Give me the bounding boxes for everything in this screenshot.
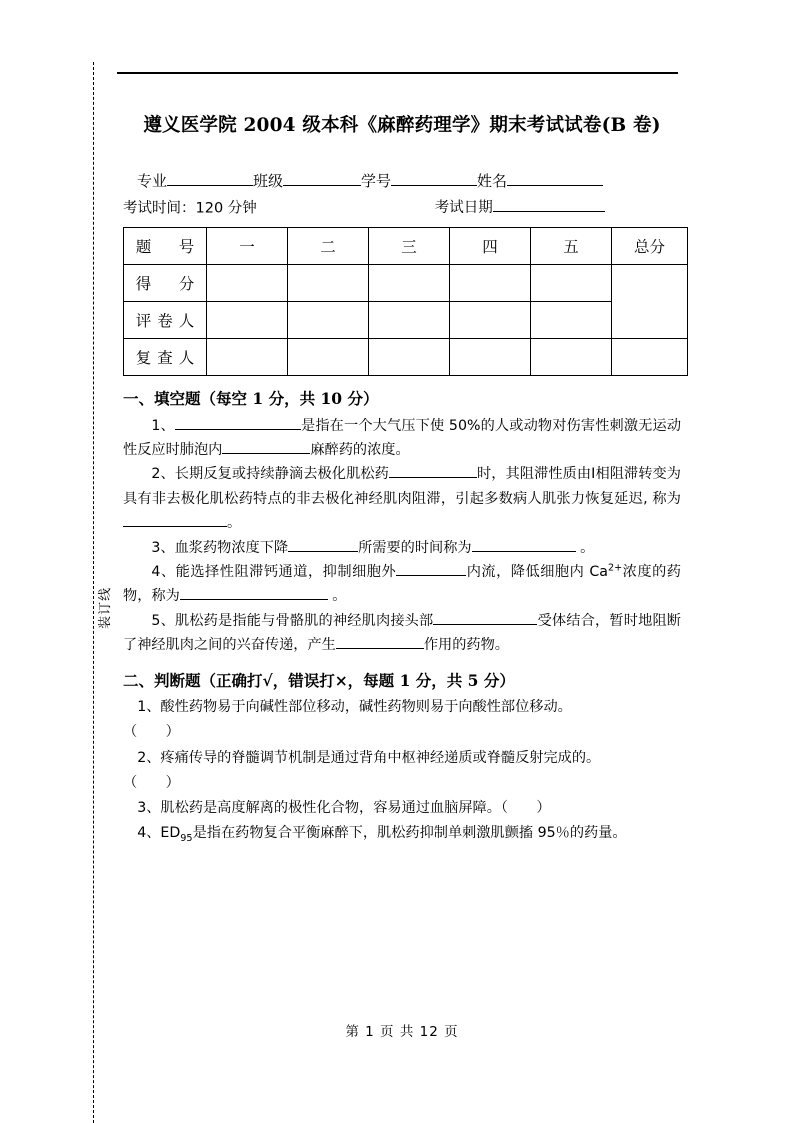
answer-blank[interactable] [180,585,328,600]
score-cell[interactable] [450,265,531,302]
grader-cell[interactable] [531,302,612,339]
reviewer-total-cell[interactable] [612,339,688,376]
total-score-cell[interactable] [612,265,688,339]
answer-blank[interactable] [472,536,576,551]
exam-meta-line [123,197,681,221]
score-col-4: 四 [450,228,531,265]
row-label-grader: 评卷人 [124,302,207,339]
fill-question-4 [123,560,681,609]
student-info-line [123,170,681,193]
section-heading-true-false: 二、判断题（正确打√，错误打×，每题 1 分，共 5 分） [123,670,515,690]
row-label-score: 得 分 [124,265,207,302]
reviewer-cell[interactable] [369,339,450,376]
fill-question-3 [123,536,681,560]
answer-blank[interactable] [222,439,310,454]
major-input[interactable] [167,170,253,186]
question-text: 。 [227,515,242,532]
page-title: 遵义医学院 2004 级本科《麻醉药理学》期末考试试卷(B 卷) [143,115,661,136]
subscript-95: 95 [180,833,193,845]
score-cell[interactable] [531,265,612,302]
binding-line-label: 装订线 [96,564,116,652]
question-text: 作用的药物。 [423,637,509,654]
tf-answer-paren-1[interactable]: （ ） [123,724,180,741]
page-footer: 第 1 页 共 12 页 [345,1024,459,1040]
reviewer-cell[interactable] [288,339,369,376]
class-input[interactable] [283,170,361,186]
score-col-5: 五 [531,228,612,265]
question-text: 2、长期反复或持续静滴去极化肌松药 [151,466,389,483]
question-text: 时，其阻滞性质由Ⅰ相阻滞转变为具有非去极化肌松药特点的非去极化神经肌肉阻滞，引起多数病人肌张力恢复延迟, 称为 [123,466,681,507]
answer-blank[interactable] [396,561,466,576]
document-content [123,100,681,847]
score-col-total: 总分 [612,228,688,265]
answer-blank[interactable] [123,512,227,527]
binding-dashed-line [93,62,94,1123]
reviewer-cell[interactable] [207,339,288,376]
student-id-label: 学号 [361,172,392,191]
name-label: 姓名 [477,172,508,191]
header-rule [117,72,678,74]
question-text: 是指在药物复合平衡麻醉下，肌松药抑制单刺激肌颤搐 95％的药量。 [192,825,627,842]
answer-blank[interactable] [336,634,424,649]
row-label-reviewer: 复查人 [124,339,207,376]
superscript-2-plus: 2+ [607,562,623,574]
grader-cell[interactable] [207,302,288,339]
grader-cell[interactable] [288,302,369,339]
question-text: 是指在一个大气压下使 50%的人或动物对伤害性刺激无运动性反应时肺泡内 [123,417,682,458]
name-input[interactable] [507,170,603,186]
exam-date-input[interactable] [493,197,605,213]
reviewer-cell[interactable] [450,339,531,376]
question-text: 。 [575,539,595,556]
question-text: 浓度的药物，称为 [123,564,681,605]
class-label: 班级 [253,172,284,191]
answer-blank[interactable] [288,536,358,551]
tf-question-2: 2、疼痛传导的脊髓调节机制是通过背角中枢神经递质或脊髓反射完成的。 [137,749,601,766]
answer-blank[interactable] [175,414,301,429]
major-label: 专业 [137,172,168,191]
grader-cell[interactable] [450,302,531,339]
section-heading-fill-blank: 一、填空题（每空 1 分，共 10 分） [123,389,379,409]
score-col-1: 一 [207,228,288,265]
question-text: 4、ED [137,825,181,842]
fill-question-5 [123,609,681,658]
table-row-score [124,265,688,302]
tf-question-4 [123,821,681,846]
score-table [123,227,688,376]
score-col-2: 二 [288,228,369,265]
question-number: 1、 [151,417,175,434]
table-row-grader [124,302,688,339]
question-text: 。 [327,588,347,605]
table-row-reviewer [124,339,688,376]
question-text: 内流，降低细胞内 Ca [466,564,608,581]
question-text: 5、肌松药是指能与骨骼肌的神经肌肉接头部 [151,612,434,629]
exam-duration-label: 考试时间：120 分钟 [123,200,257,217]
question-text: 麻醉药的浓度。 [310,441,410,458]
question-text: 受体结合，暂时地阻断了神经肌肉之间的兴奋传递，产生 [123,612,681,654]
score-cell[interactable] [288,265,369,302]
score-col-3: 三 [369,228,450,265]
reviewer-cell[interactable] [531,339,612,376]
score-cell[interactable] [207,265,288,302]
table-row-header [124,228,688,265]
question-text: 所需要的时间称为 [358,539,472,556]
fill-question-2 [123,462,681,535]
student-id-input[interactable] [391,170,477,186]
tf-answer-paren-2[interactable]: （ ） [123,774,180,791]
grader-cell[interactable] [369,302,450,339]
answer-blank[interactable] [433,610,537,625]
tf-question-3: 3、肌松药是高度解离的极性化合物，容易通过血脑屏障。（ ） [137,800,551,817]
exam-date-label: 考试日期 [434,200,493,217]
answer-blank[interactable] [389,463,477,478]
fill-question-1 [123,414,681,463]
question-text: 3、血浆药物浓度下降 [151,539,289,556]
score-table-header-label: 题 号 [124,228,207,265]
tf-question-1: 1、酸性药物易于向碱性部位移动，碱性药物则易于向酸性部位移动。 [137,698,572,715]
question-text: 4、能选择性阻滞钙通道，抑制细胞外 [151,564,397,581]
score-cell[interactable] [369,265,450,302]
